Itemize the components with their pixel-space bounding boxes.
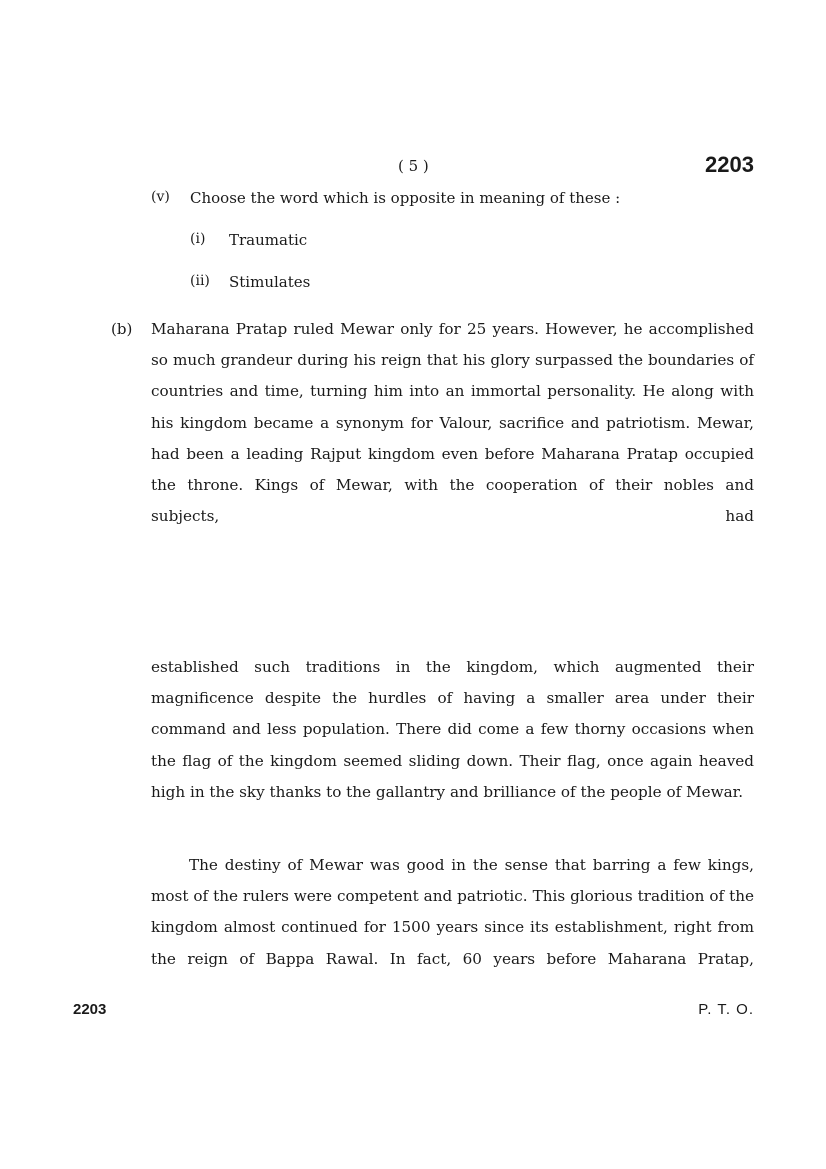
- section-b-label: (b): [111, 320, 133, 338]
- sub-item-ii-label: (ii): [190, 273, 210, 289]
- sub-item-ii-text: Stimulates: [229, 273, 311, 291]
- question-v-prompt: Choose the word which is opposite in meaning of these :: [190, 189, 621, 207]
- sub-item-i-label: (i): [190, 231, 206, 247]
- passage-paragraph-1-part-2: established such traditions in the kingdom, which augmented their magnificence despite the hurdles of having a smaller area under their command and less population. There did come a few thorny occasions when the flag of the kingdom seemed sliding down. Their flag, once again heaved high in the sky thanks to the gallantry and brilliance of the people of Mewar.: [151, 658, 754, 801]
- paper-code-header: 2203: [705, 152, 754, 177]
- paper-code-footer: 2203: [73, 1001, 107, 1018]
- question-v-label: (v): [151, 189, 170, 205]
- page-number: ( 5 ): [398, 157, 429, 175]
- pto-label: P. T. O.: [698, 1001, 754, 1018]
- sub-item-i-text: Traumatic: [229, 231, 308, 249]
- passage-paragraph-2: The destiny of Mewar was good in the sense that barring a few kings, most of the rulers were competent and patriotic. This glorious tradition of the kingdom almost continued for 1500 years since its establishment, right from the reign of Bappa Rawal. In fact, 60 years before Maharana Pratap,: [151, 856, 754, 968]
- passage-paragraph-1-part-1: Maharana Pratap ruled Mewar only for 25 years. However, he accomplished so much grandeur during his reign that his glory surpassed the boundaries of countries and time, turning him into an immortal personality. He along with his kingdom became a synonym for Valour, sacrifice and patriotism. Mewar, had been a leading Rajput kingdom even before Maharana Pratap occupied the throne. Kings of Mewar, with the cooperation of their nobles and subjects, had: [151, 320, 754, 526]
